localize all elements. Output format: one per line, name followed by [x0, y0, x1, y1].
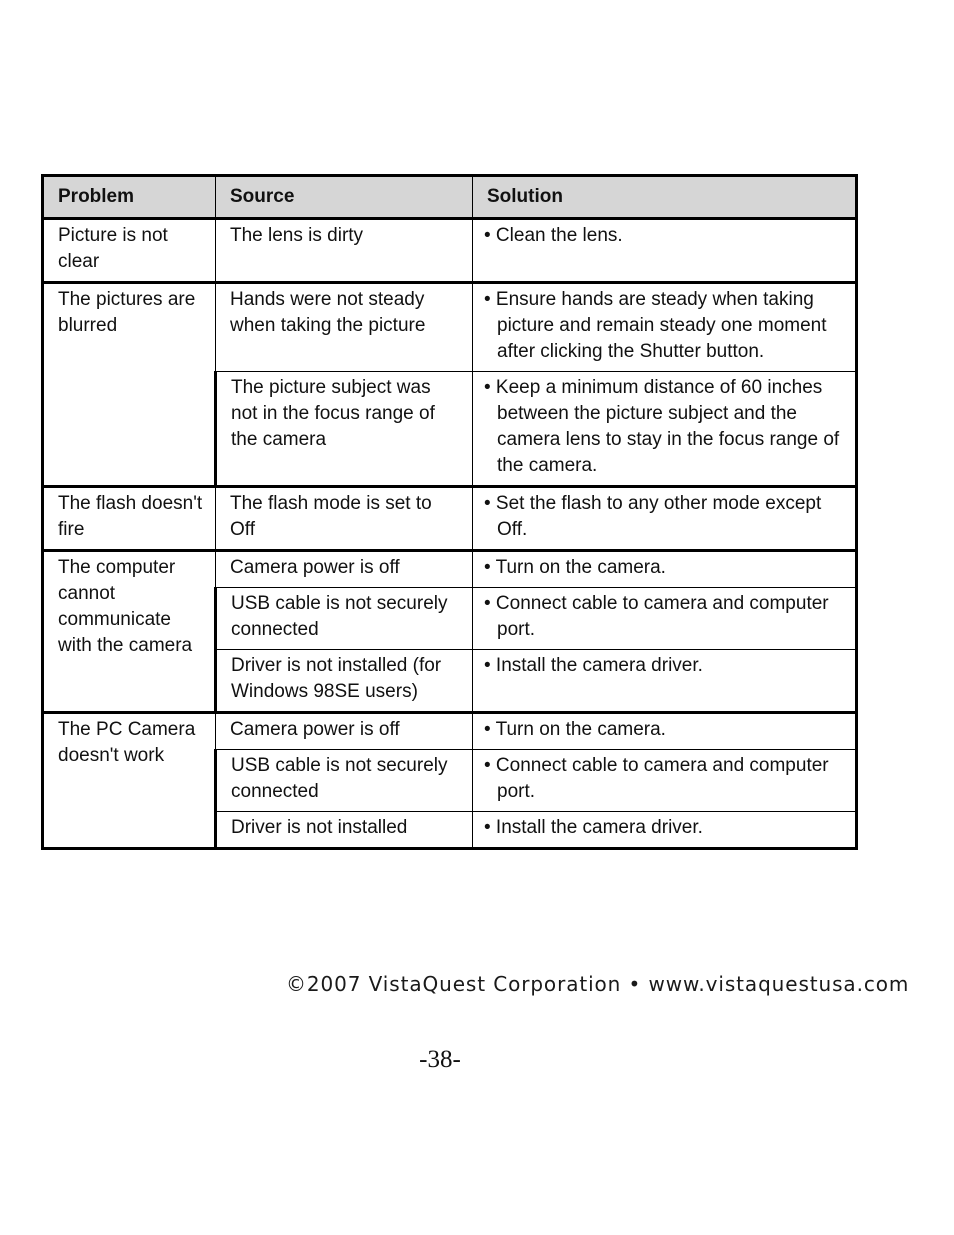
solution-cell: • Ensure hands are steady when taking picture and remain steady one moment after clicking the Shutter button.: [473, 283, 857, 372]
table-row: [43, 283, 857, 372]
problem-cell: The computer cannot communicate with the camera: [43, 551, 216, 713]
solution-cell: • Connect cable to camera and computer port.: [473, 750, 857, 812]
header-problem: Problem: [43, 176, 216, 219]
source-cell: The lens is dirty: [216, 219, 473, 283]
header-source: Source: [216, 176, 473, 219]
source-cell: USB cable is not securely connected: [216, 588, 473, 650]
solution-cell: • Install the camera driver.: [473, 812, 857, 849]
source-cell: Camera power is off: [216, 551, 473, 588]
header-solution: Solution: [473, 176, 857, 219]
solution-cell: • Install the camera driver.: [473, 650, 857, 713]
table-row: [43, 713, 857, 750]
copyright-footer: ©2007 VistaQuest Corporation • www.vistaquestusa.com: [286, 972, 910, 996]
problem-cell: The PC Camera doesn't work: [43, 713, 216, 849]
source-cell: Camera power is off: [216, 713, 473, 750]
problem-cell: Picture is not clear: [43, 219, 216, 283]
source-cell: The flash mode is set to Off: [216, 487, 473, 551]
solution-cell: • Clean the lens.: [473, 219, 857, 283]
table-row: [43, 487, 857, 551]
source-cell: Hands were not steady when taking the picture: [216, 283, 473, 372]
troubleshooting-table: [41, 174, 858, 850]
source-cell: Driver is not installed: [216, 812, 473, 849]
table-header-row: [43, 176, 857, 219]
table-row: [43, 551, 857, 588]
solution-cell: • Set the flash to any other mode except Off.: [473, 487, 857, 551]
source-cell: USB cable is not securely connected: [216, 750, 473, 812]
solution-cell: • Keep a minimum distance of 60 inches between the picture subject and the camera lens to stay in the focus range of the camera.: [473, 372, 857, 487]
problem-cell: The flash doesn't fire: [43, 487, 216, 551]
page-number: -38-: [419, 1046, 461, 1073]
table-row: [43, 219, 857, 283]
source-cell: Driver is not installed (for Windows 98SE users): [216, 650, 473, 713]
solution-cell: • Turn on the camera.: [473, 713, 857, 750]
problem-cell: The pictures are blurred: [43, 283, 216, 487]
source-cell: The picture subject was not in the focus range of the camera: [216, 372, 473, 487]
solution-cell: • Connect cable to camera and computer port.: [473, 588, 857, 650]
solution-cell: • Turn on the camera.: [473, 551, 857, 588]
